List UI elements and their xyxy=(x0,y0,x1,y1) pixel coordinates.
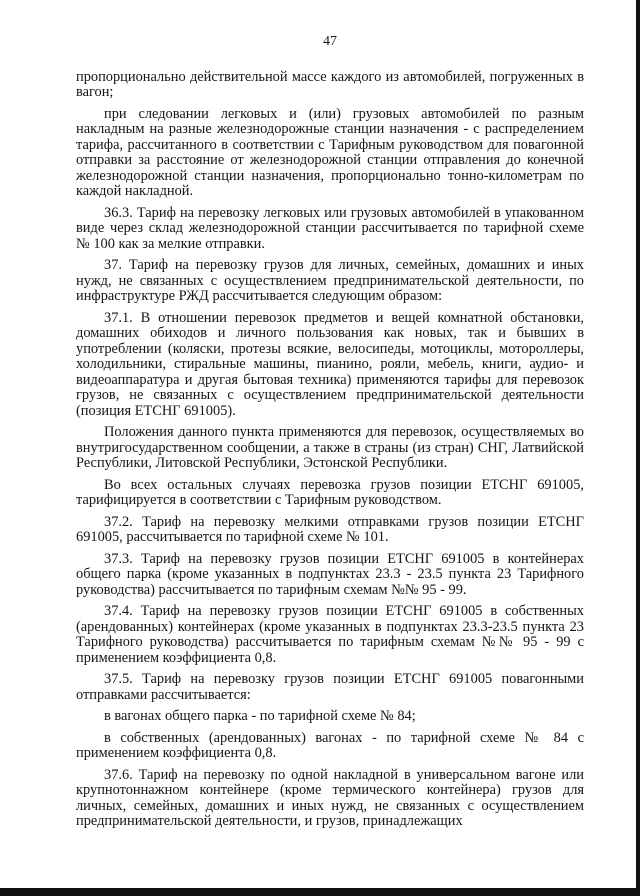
paragraph-2: при следовании легковых и (или) грузовых автомобилей по разным накладным на разные железнодорожные станции назначения - с распределением тарифа, рассчитанного в соответствии с Тарифным руководством для повагонной отправки за расстояние от железнодорожной станции отправления до конечной железнодорожной станции назначения, пропорционально тонно-километрам по каждой накладной. xyxy=(76,105,584,199)
paragraph-11: 37.5. Тариф на перевозку грузов позиции ЕТСНГ 691005 повагонными отправками рассчитывается: xyxy=(76,671,584,703)
paragraph-13: в собственных (арендованных) вагонах - по тарифной схеме № 84 с применением коэффициента 0,8. xyxy=(76,729,584,761)
paragraph-6: Положения данного пункта применяются для перевозок, осуществляемых во внутригосударственном сообщении, а также в страны (из стран) СНГ, Латвийской Республики, Литовской Республики, Эстонской Республики. xyxy=(76,424,584,471)
paragraph-10: 37.4. Тариф на перевозку грузов позиции ЕТСНГ 691005 в собственных (арендованных) контейнерах (кроме указанных в подпунктах 23.3-23.5 пункта 23 Тарифного руководства) рассчитывается по тарифным схемам №№ 95 - 99 с применением коэффициента 0,8. xyxy=(76,603,584,666)
paragraph-4: 37. Тариф на перевозку грузов для личных, семейных, домашних и иных нужд, не связанных с осуществлением предпринимательской деятельности, по инфраструктуре РЖД рассчитывается следующим образом: xyxy=(76,257,584,304)
document-page xyxy=(76,34,584,831)
paragraph-8: 37.2. Тариф на перевозку мелкими отправками грузов позиции ЕТСНГ 691005, рассчитывается по тарифной схеме № 101. xyxy=(76,513,584,545)
page-number: 47 xyxy=(323,34,337,49)
paragraph-7: Во всех остальных случаях перевозка грузов позиции ЕТСНГ 691005, тарифицируется в соответствии с Тарифным руководством. xyxy=(76,476,584,508)
paragraph-1: пропорционально действительной массе каждого из автомобилей, погруженных в вагон; xyxy=(76,68,584,100)
paragraph-9: 37.3. Тариф на перевозку грузов позиции ЕТСНГ 691005 в контейнерах общего парка (кроме указанных в подпунктах 23.3 - 23.5 пункта 23 Тарифного руководства) рассчитывается по тарифным схемам №№ 95 - 99. xyxy=(76,550,584,598)
paragraph-14: 37.6. Тариф на перевозку по одной накладной в универсальном вагоне или крупнотоннажном контейнере (кроме термического контейнера) грузов для личных, семейных, домашних и иных нужд, не связанных с осуществлением предпринимательской деятельности, и грузов, принадлежащих xyxy=(76,766,584,829)
paragraph-5: 37.1. В отношении перевозок предметов и вещей комнатной обстановки, домашних обиходов и личного пользования как новых, так и бывших в употреблении (коляски, протезы всякие, велосипеды, мотоциклы, мотороллеры, холодильники, стиральные машины, пианино, рояли, мебель, книги, аудио- и видеоаппаратура и другая бытовая техника) применяются тарифы для перевозок грузов, не связанных с осуществлением предпринимательской деятельности (позиция ЕТСНГ 691005). xyxy=(76,309,584,419)
paragraph-3: 36.3. Тариф на перевозку легковых или грузовых автомобилей в упакованном виде через склад железнодорожной станции рассчитывается по тарифной схеме № 100 как за мелкие отправки. xyxy=(76,204,584,252)
paragraph-12: в вагонах общего парка - по тарифной схеме № 84; xyxy=(104,708,416,724)
